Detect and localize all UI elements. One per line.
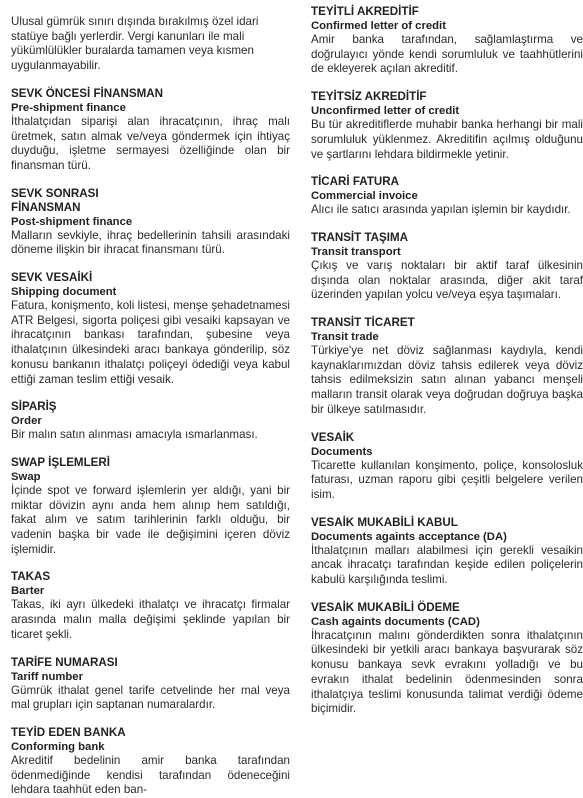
entry-term: TEYİTLİ AKREDİTİF [311,5,419,18]
entry-term: TEYİTSİZ AKREDİTİF [311,90,427,104]
entry-definition: Gümrük ithalat genel tarife cetvelinde her mal veya mal grupları için saptanan numaralardır. [11,683,290,712]
entry-definition: İthalatçının malları alabilmesi için gerekli vesaikin ancak ihracatçı tarafından keşide edilen poliçelerin kabulü karşılığında teslimi. [311,543,583,587]
glossary-entry-tarife-numarasi [11,656,290,713]
entry-english: Documents [311,445,373,458]
entry-term: VESAİK MUKABİLİ ÖDEME [311,600,460,614]
glossary-entry-teyid-eden-banka [11,726,290,798]
entry-definition: Çıkış ve varış noktaları bir aktif taraf ülkesinin dışında olan noktalar arasında, diğer akit taraf üzerinden yapılan yolcu ve/veya eşya taşımaları. [311,258,583,302]
entry-term: SEVK VESAİKİ [11,271,93,285]
left-column [11,0,290,798]
right-column [311,0,583,717]
entry-english: Unconfirmed letter of credit [311,105,460,118]
entry-term: SEVK SONRASI FİNANSMAN [11,186,99,214]
glossary-entry-teyitli-akreditif [311,5,583,77]
entry-english: Swap [11,470,41,483]
entry-definition: Takas, iki ayrı ülkedeki ithalatçı ve ihracatçı firmalar arasında malın malla değişimi şeklinde yapılan bir ticaret şekli. [11,598,290,641]
entry-definition: Akreditif bedelinin amir banka tarafından ödenmediğinde kendisi tarafından ödeneceğini lehdara taahhüt eden ban- [11,753,290,797]
entry-definition: Bir malın satın alınması amacıyla ısmarlanması. [11,428,258,442]
glossary-entry-swap-islemleri [11,456,290,558]
entry-term: TİCARİ FATURA [311,175,400,189]
entry-english: Transit transport [311,245,401,258]
glossary-entry-sevk-vesaiki [11,271,290,387]
entry-english: Conforming bank [11,740,105,753]
glossary-entry-sevk-oncesi-finansman [11,87,290,174]
entry-english: Commercial invoice [311,190,418,203]
entry-term: TARİFE NUMARASI [11,655,118,669]
entry-english: Post-shipment finance [11,215,133,228]
entry-english: Cash againts documents (CAD) [311,615,480,628]
entry-definition: Bu tür akreditiflerde muhabir banka herhangi bir mali sorumluluk yüklenmez. Akreditifin açılmış olduğunu ve şartlarını lehdara bildirmekle yetinir. [311,118,583,161]
entry-english: Shipping document [11,286,117,299]
entry-term: SEVK ÖNCESİ FİNANSMAN [11,86,164,100]
glossary-entry-takas [11,570,290,642]
entry-term: SİPARİŞ [11,400,57,414]
intro-paragraph: Ulusal gümrük sınırı dışında bırakılmış özel idari statüye bağlı yerlerdir. Vergi kanunları ile mali yükümlülükler buralarda tamamen veya kısmen uygulanmayabilir. [11,15,259,73]
glossary-entry-siparis [11,400,290,443]
entry-english: Confirmed letter of credit [311,20,446,32]
entry-term: TEYİD EDEN BANKA [11,725,126,739]
glossary-entry-teyitsiz-akreditif [311,90,583,162]
entry-definition: Ticarette kullanılan konşimento, poliçe, konsolosluk faturası, uzman raporu gibi çeşitli belgelere verilen isim. [311,458,583,501]
entry-english: Documents againts acceptance (DA) [311,530,507,543]
entry-term: TRANSİT TİCARET [311,316,415,330]
entry-definition: Amir banka tarafından, sağlamlaştırma ve doğrulayıcı yönde kendi sorumluluk ve taahhütlerini de ekleyerek açılan akreditif. [311,33,583,76]
entry-term: VESAİK MUKABİLİ KABUL [311,515,458,529]
glossary-entry-ticari-fatura [311,175,583,218]
entry-term: SWAP İŞLEMLERİ [11,455,110,469]
entry-definition: İçinde spot ve forward işlemlerin yer aldığı, yani bir miktar dövizin aynı anda hem alınıp hem satıldığı, fakat alım ve satım tarihlerinin farklı olduğu, bir vadenin başka bir vade ile değişimini içeren döviz işlemidir. [11,483,290,556]
entry-term: TRANSİT TAŞIMA [311,230,409,244]
entry-english: Transit trade [311,331,379,344]
glossary-entry-vesaik [311,431,583,503]
entry-definition: Malların sevkiyle, ihraç bedellerinin tahsili arasındaki döneme ilişkin bir ihracat finansmanı türü. [11,228,290,257]
entry-definition: Türkiye'ye net döviz sağlanması kaydıyla, kendi kaynaklarımızdan döviz tahsis edilerek veya döviz tahsis edilmeksizin satın alınan yabancı menşeli malların transit olarak veya doğrudan doğruya başka bir ülkeye satılmasıdır. [311,344,583,416]
entry-term: VESAİK [311,430,355,444]
glossary-entry-vesaik-mukabili-odeme [311,601,583,717]
entry-english: Tariff number [11,670,83,683]
entry-definition: İthalatçıdan siparişi alan ihracatçının, ihraç malı üretmek, satın almak ve/veya göndermek için ihtiyaç duyduğu, işletme sermayesi özelliğinde olan bir finansman türü. [11,114,290,172]
glossary-entry-transit-tasima [311,231,583,303]
entry-english: Order [11,415,42,428]
entry-definition: Alıcı ile satıcı arasında yapılan işlemin bir kaydıdır. [311,203,571,217]
entry-english: Barter [11,585,45,598]
glossary-entry-sevk-sonrasi-finansman [11,187,290,258]
glossary-entry-vesaik-mukabili-kabul [311,516,583,588]
glossary-entry-transit-ticaret [311,316,583,418]
entry-definition: İhracatçının malını gönderdikten sonra ithalatçının ülkesindeki bir yetkili aracı bankaya başvurarak söz konusu bankaya sevk evrakını yolladığı ve bu evrakın ithalat bedelinin ödenmesinden sonra ithalatçıya teslimi konusunda talimat verdiği ödeme biçimidir. [311,628,583,716]
entry-term: TAKAS [11,570,51,584]
entry-english: Pre-shipment finance [11,101,126,114]
entry-definition: Fatura, konişmento, koli listesi, menşe şehadetnamesi ATR Belgesi, sigorta poliçesi gibi vesaiki kapsayan ve ihracatçının bankası tarafından, şubesine veya ithalatçının ülkesindeki aracı bankaya gönderilip, söz konusu bankanın ithalatçı poliçeyi ödediği veya kabul ettiği zaman teslim ettiği vesaik. [11,299,290,386]
